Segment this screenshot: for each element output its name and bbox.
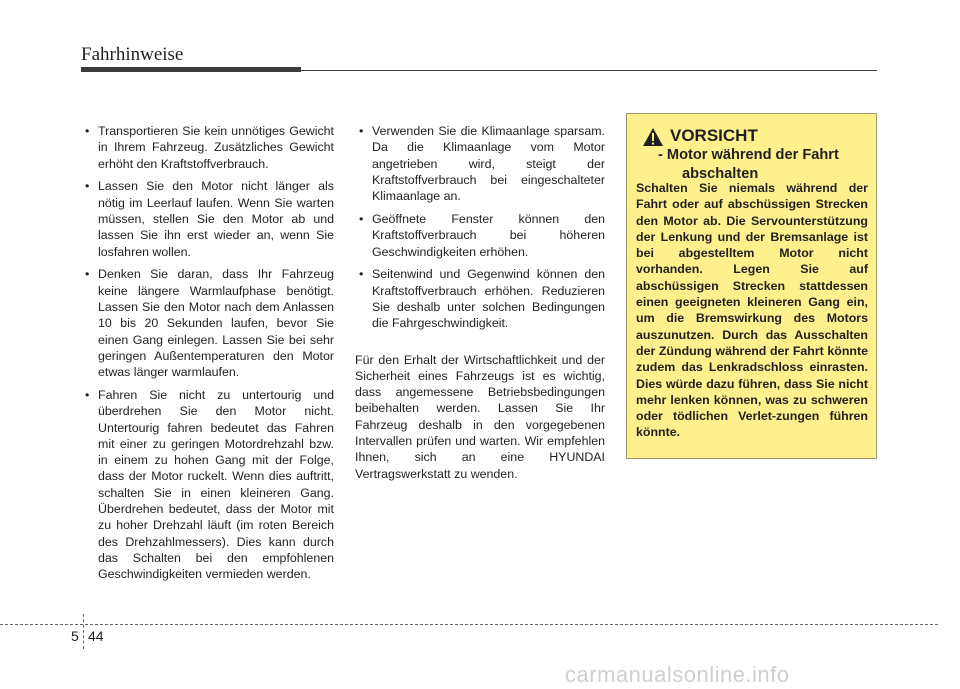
header-rule-thin xyxy=(301,70,877,71)
bullet-text: Verwenden Sie die Klimaanlage sparsam. Da die Klimaanlage vom Motor angetrieben wird, steigt der Kraftstoffverbrauch bei eingeschalteter Klimaanlage an. xyxy=(372,124,605,204)
header-rule-thick xyxy=(81,67,301,72)
warning-box xyxy=(626,113,877,459)
bullet-text: Lassen Sie den Motor nicht länger als nötig im Leerlauf laufen. Wenn Sie warten müssen, stellen Sie den Motor ab und lassen Sie ihn erst wieder an, wenn Sie losfahren wollen. xyxy=(98,179,334,259)
warning-triangle-icon xyxy=(642,127,664,147)
bullet-item xyxy=(355,266,605,331)
bullet-item xyxy=(355,123,605,204)
footer-rule xyxy=(0,624,938,625)
bullet-icon: • xyxy=(85,124,90,138)
bullet-text: Transportieren Sie kein unnötiges Gewicht in Ihrem Fahrzeug. Zusätzliches Gewicht erhöht den Kraftstoffverbrauch. xyxy=(98,124,334,171)
text-column-left xyxy=(81,123,334,589)
warning-title: VORSICHT xyxy=(670,126,758,145)
warning-body: Schalten Sie niemals während der Fahrt oder auf abschüssigen Strecken den Motor ab. Die Servounterstützung der Lenkung und der Bremsanlage ist bei abgestelltem Motor nicht vorhanden. Legen Sie auf abschüssigen Strecken stattdessen einen geeigneten kleineren Gang ein, um die Bremswirkung des Motors auszunutzen. Durch das Ausschalten der Zündung während der Fahrt könnte zudem das Lenkradschloss einrasten. Dies würde dazu führen, dass Sie nicht mehr lenken können, was zu schweren oder tödlichen Verlet-zungen führen könnte. xyxy=(636,181,868,440)
bullet-icon: • xyxy=(359,124,364,138)
bullet-item xyxy=(355,211,605,260)
section-title: Fahrhinweise xyxy=(81,44,184,65)
watermark: carmanualsonline.info xyxy=(565,662,790,687)
bullet-item xyxy=(81,266,334,380)
bullet-item xyxy=(81,387,334,583)
footer-separator xyxy=(83,614,84,649)
bullet-text: Seitenwind und Gegenwind können den Kraftstoffverbrauch erhöhen. Reduzieren Sie deshalb unter solchen Bedingungen die Fahrgeschwindigkeit. xyxy=(372,267,605,331)
bullet-icon: • xyxy=(85,267,90,282)
page-number: 44 xyxy=(88,628,104,644)
text-column-middle xyxy=(355,123,605,482)
maintenance-paragraph: Für den Erhalt der Wirtschaftlichkeit und der Sicherheit eines Fahrzeugs ist es wichtig, dass angemessene Betriebsbedingungen beibehalten werden. Lassen Sie Ihr Fahrzeug deshalb in den vorgegebenen Intervallen prüfen und warten. Wir empfehlen Ihnen, sich an eine HYUNDAI Vertragswerkstatt zu wenden. xyxy=(355,352,605,481)
bullet-icon: • xyxy=(359,267,364,282)
chapter-number: 5 xyxy=(71,628,79,644)
bullet-icon: • xyxy=(85,179,90,194)
bullet-item xyxy=(81,178,334,259)
bullet-icon: • xyxy=(85,387,90,402)
warning-subtitle: - Motor während der Fahrt abschalten xyxy=(658,147,839,182)
bullet-text: Denken Sie daran, dass Ihr Fahrzeug keine längere Warmlaufphase benötigt. Lassen Sie den Motor nach dem Anlassen 10 bis 20 Sekunden laufen, bevor Sie einen Gang einlegen. Lassen Sie bei sehr geringen Außentemperaturen den Motor etwas länger warmlaufen. xyxy=(98,267,334,380)
bullet-text: Fahren Sie nicht zu untertourig und überdrehen Sie den Motor nicht. Untertourig fahren bedeutet das Fahren mit einer zu geringen Motordrehzahl bzw. in einem zu hohen Gang mit der Folge, dass der Motor ruckelt. Wenn dies auftritt, schalten Sie in einen kleineren Gang. Überdrehen bedeutet, dass der Motor mit zu hoher Drehzahl läuft (im roten Bereich des Drehzahlmessers). Dies kann durch das Schalten bei den empfohlenen Geschwindigkeiten vermieden werden. xyxy=(98,387,334,582)
bullet-text: Geöffnete Fenster können den Kraftstoffverbrauch bei höheren Geschwindigkeiten erhöhen. xyxy=(372,211,605,259)
bullet-item xyxy=(81,123,334,172)
bullet-icon: • xyxy=(359,211,364,226)
